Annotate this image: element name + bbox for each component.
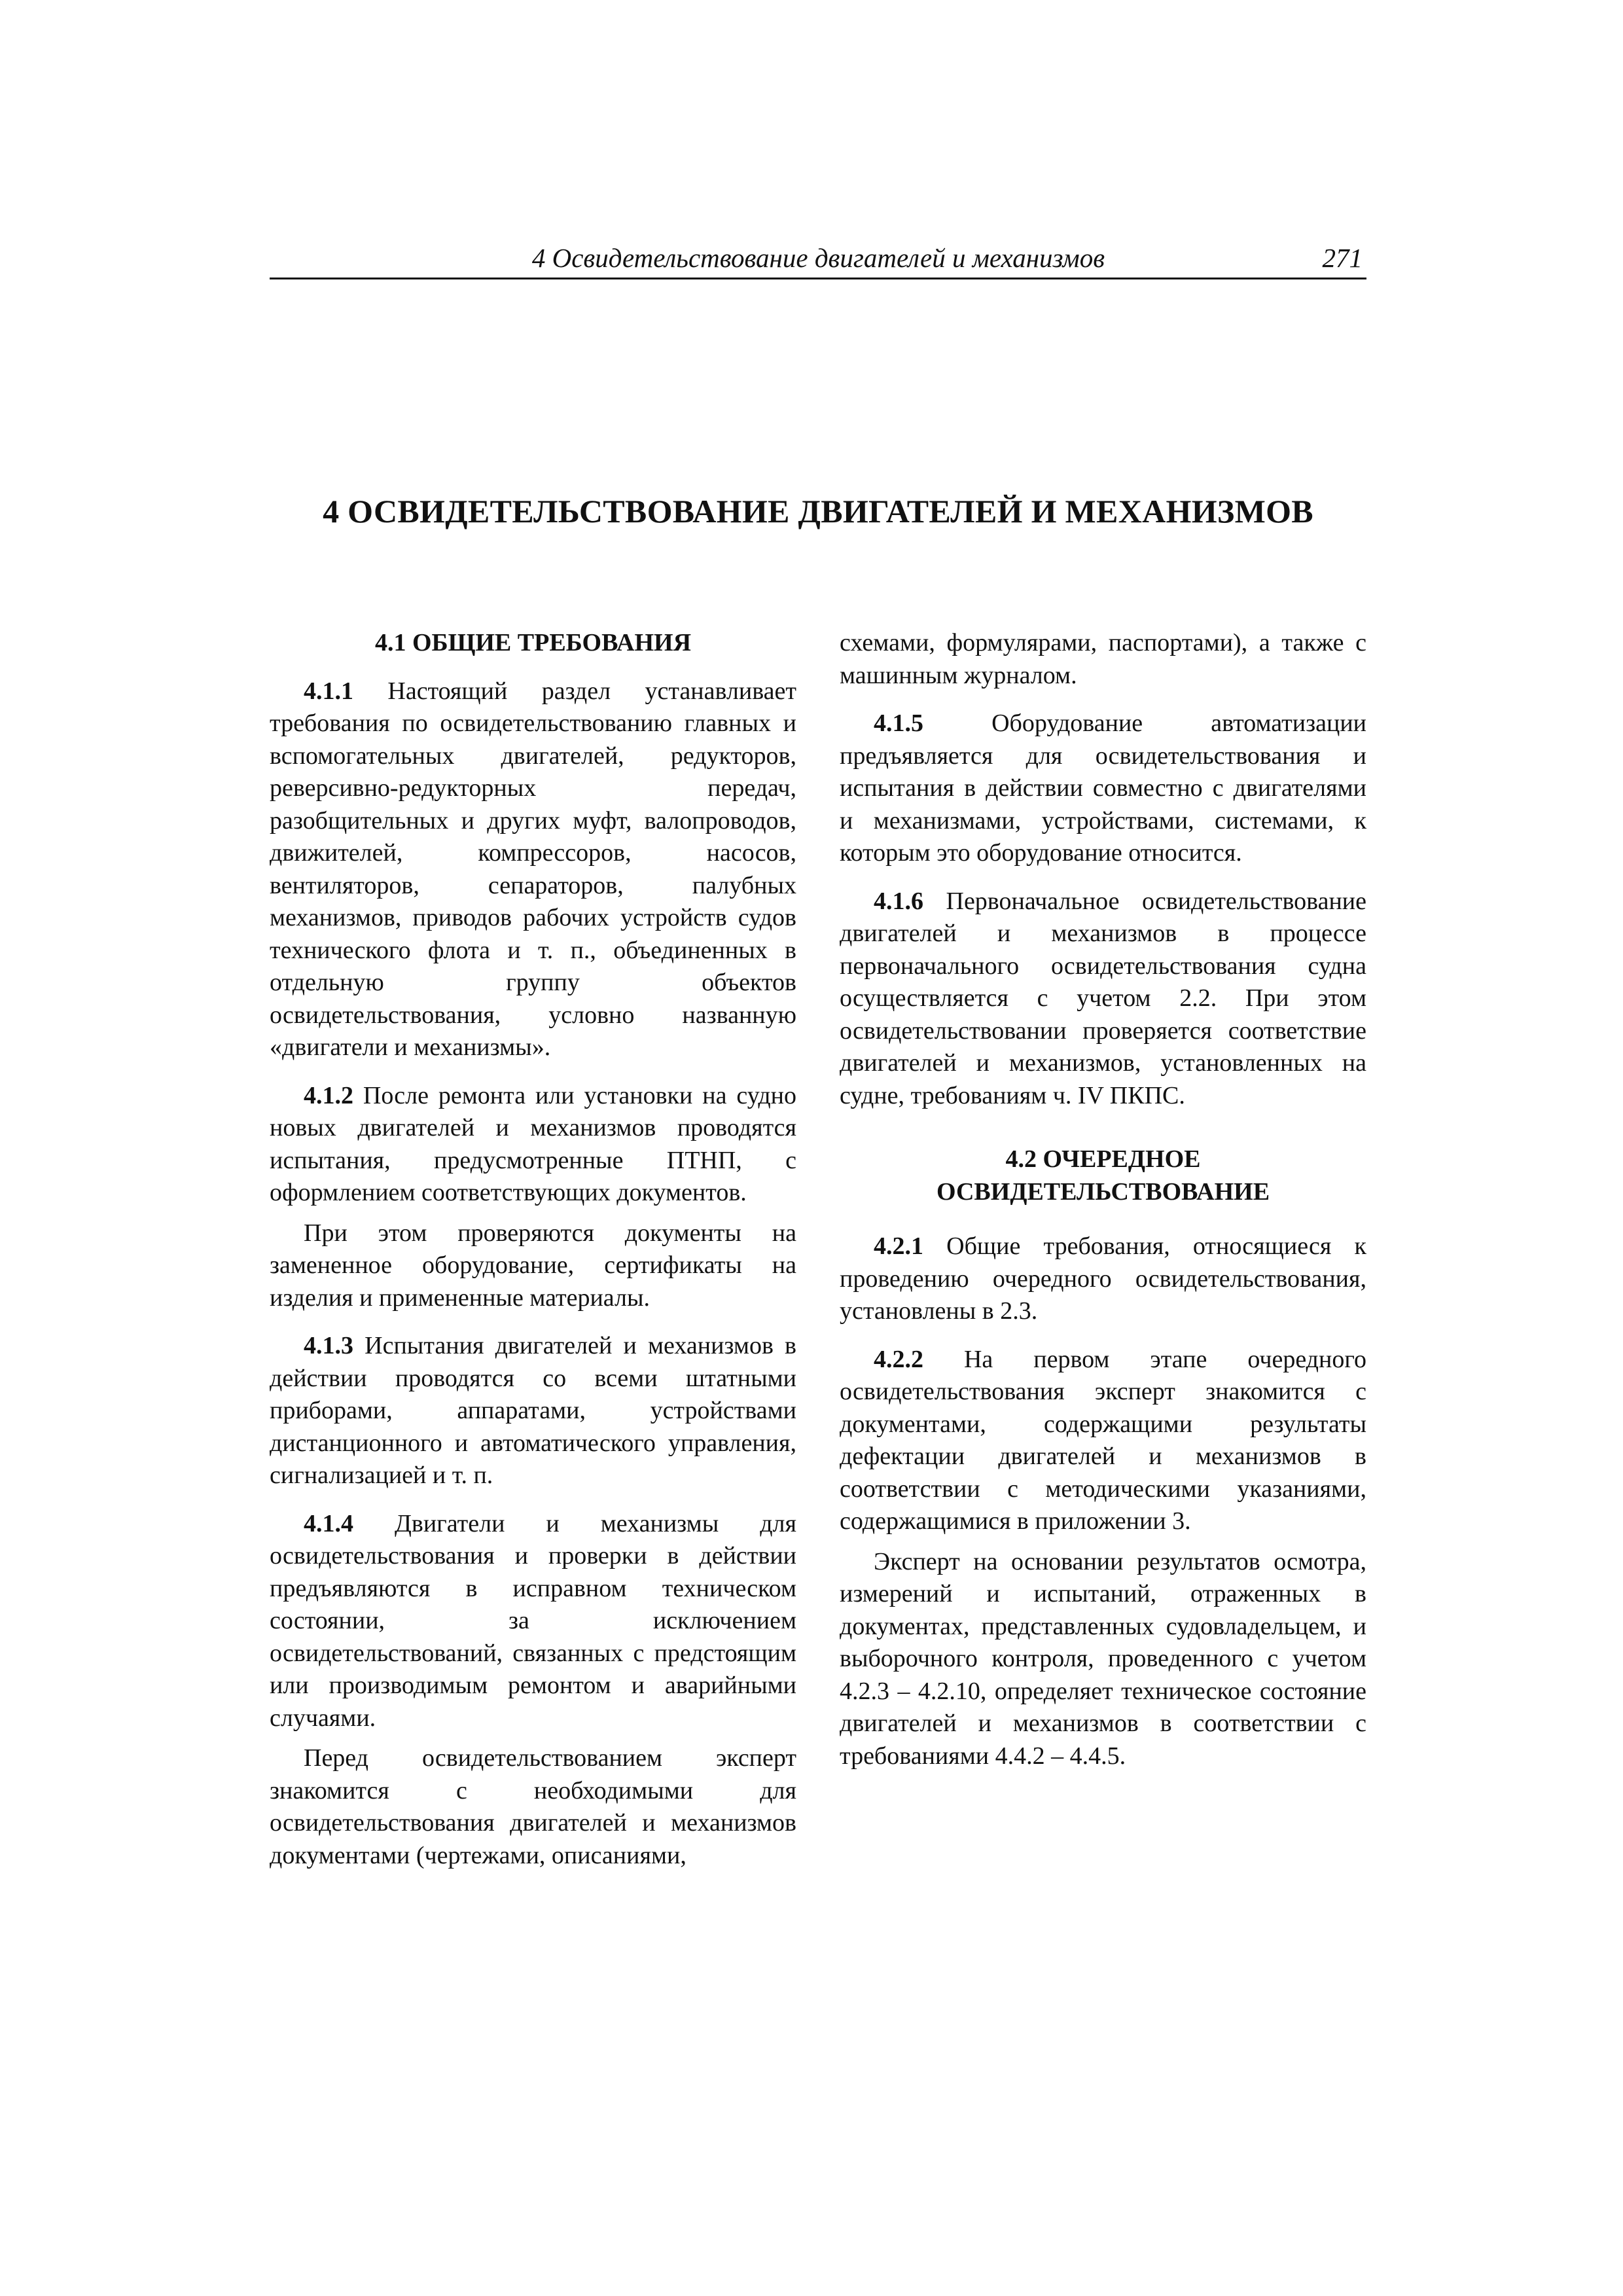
clause-text: Настоящий раздел устанавливает требования по освидетельствованию главных и вспомогательных двигателей, редукторов, реверсивно-редукторных передач, разобщительных и других муфт, валопроводов, движителей, компрессоров, насосов, вентиляторов, сепараторов, палубных механизмов, приводов рабочих устройств судов технического флота и т. п., объединенных в отдельную группу объектов освидетельствования, условно названную «двигатели и механизмы». (270, 677, 796, 1061)
section-heading-4-1: 4.1 ОБЩИЕ ТРЕБОВАНИЯ (374, 629, 692, 656)
paragraph-4-2-2-cont: Эксперт на основании результатов осмотра, измерений и испытаний, отраженных в документах, представленных судовладельцем, и выборочного контроля, проведенного с учетом 4.2.3 – 4.2.10, определяет техническое состояние двигателей и механизмов в соответствии с требованиями 4.4.2 – 4.4.5. (840, 1547, 1366, 1770)
right-column (840, 627, 1366, 1788)
paragraph-4-1-2-cont: При этом проверяются документы на замененное оборудование, сертификаты на изделия и примененные материалы. (270, 1219, 796, 1312)
section-heading-4-2 (840, 1143, 1366, 1208)
running-header-title: 4 Освидетельствование двигателей и механизмов (531, 243, 1105, 273)
paragraph-4-1-4 (270, 1508, 796, 1735)
running-header (270, 237, 1366, 279)
left-column (270, 627, 796, 1888)
clause-number: 4.1.3 (304, 1332, 353, 1359)
paragraph-4-1-1 (270, 675, 796, 1064)
clause-text: Двигатели и механизмы для освидетельствования и проверки в действии предъявляются в исправном техническом состоянии, за исключением освидетельствований, связанных с предстоящим или производимым ремонтом и аварийными случаями. (270, 1509, 796, 1732)
clause-number: 4.1.2 (304, 1081, 353, 1109)
section-heading-line: 4.2 ОЧЕРЕДНОЕ (1005, 1145, 1201, 1173)
paragraph-4-2-1 (840, 1230, 1366, 1328)
paragraph-4-1-4-cont-2: схемами, формулярами, паспортами), а также с машинным журналом. (840, 629, 1366, 689)
clause-number: 4.2.2 (874, 1345, 923, 1373)
clause-text: Испытания двигателей и механизмов в действии проводятся со всеми штатными приборами, аппаратами, устройствами дистанционного и автоматического управления, сигнализацией и т. п. (270, 1332, 796, 1489)
clause-text: Общие требования, относящиеся к проведению очередного освидетельствования, установлены в 2.3. (840, 1232, 1366, 1325)
chapter-title: 4 ОСВИДЕТЕЛЬСТВОВАНИЕ ДВИГАТЕЛЕЙ И МЕХАНИЗМОВ (323, 493, 1313, 529)
section-heading-line: ОСВИДЕТЕЛЬСТВОВАНИЕ (936, 1177, 1270, 1206)
clause-number: 4.1.5 (874, 709, 923, 737)
page-number: 271 (1322, 243, 1363, 273)
paragraph-4-2-2 (840, 1344, 1366, 1538)
paragraph-4-1-2 (270, 1080, 796, 1210)
paragraph-4-1-3 (270, 1330, 796, 1492)
clause-text: После ремонта или установки на судно новых двигателей и механизмов проводятся испытания, предусмотренные ПТНП, с оформлением соответствующих документов. (270, 1081, 796, 1206)
paragraph-4-1-5 (840, 708, 1366, 870)
clause-number: 4.1.1 (304, 677, 353, 705)
clause-number: 4.1.4 (304, 1509, 353, 1537)
paragraph-4-1-4-cont: Перед освидетельствованием эксперт знакомится с необходимыми для освидетельствования двигателей и механизмов документами (чертежами, описаниями, (270, 1744, 796, 1869)
clause-text: Оборудование автоматизации предъявляется для освидетельствования и испытания в действии совместно с двигателями и механизмами, устройствами, системами, к которым это оборудование относится. (840, 709, 1366, 867)
clause-number: 4.2.1 (874, 1232, 923, 1260)
clause-text: На первом этапе очередного освидетельствования эксперт знакомится с документами, содержащими результаты дефектации двигателей и механизмов в соответствии с методическими указаниями, содержащимися в приложении 3. (840, 1345, 1366, 1535)
clause-number: 4.1.6 (874, 887, 923, 915)
clause-text: Первоначальное освидетельствование двигателей и механизмов в процессе первоначального освидетельствования судна осуществляется с учетом 2.2. При этом освидетельствовании проверяется соответствие двигателей и механизмов, установленных на судне, требованиям ч. IV ПКПС. (840, 887, 1366, 1109)
paragraph-4-1-6 (840, 886, 1366, 1113)
